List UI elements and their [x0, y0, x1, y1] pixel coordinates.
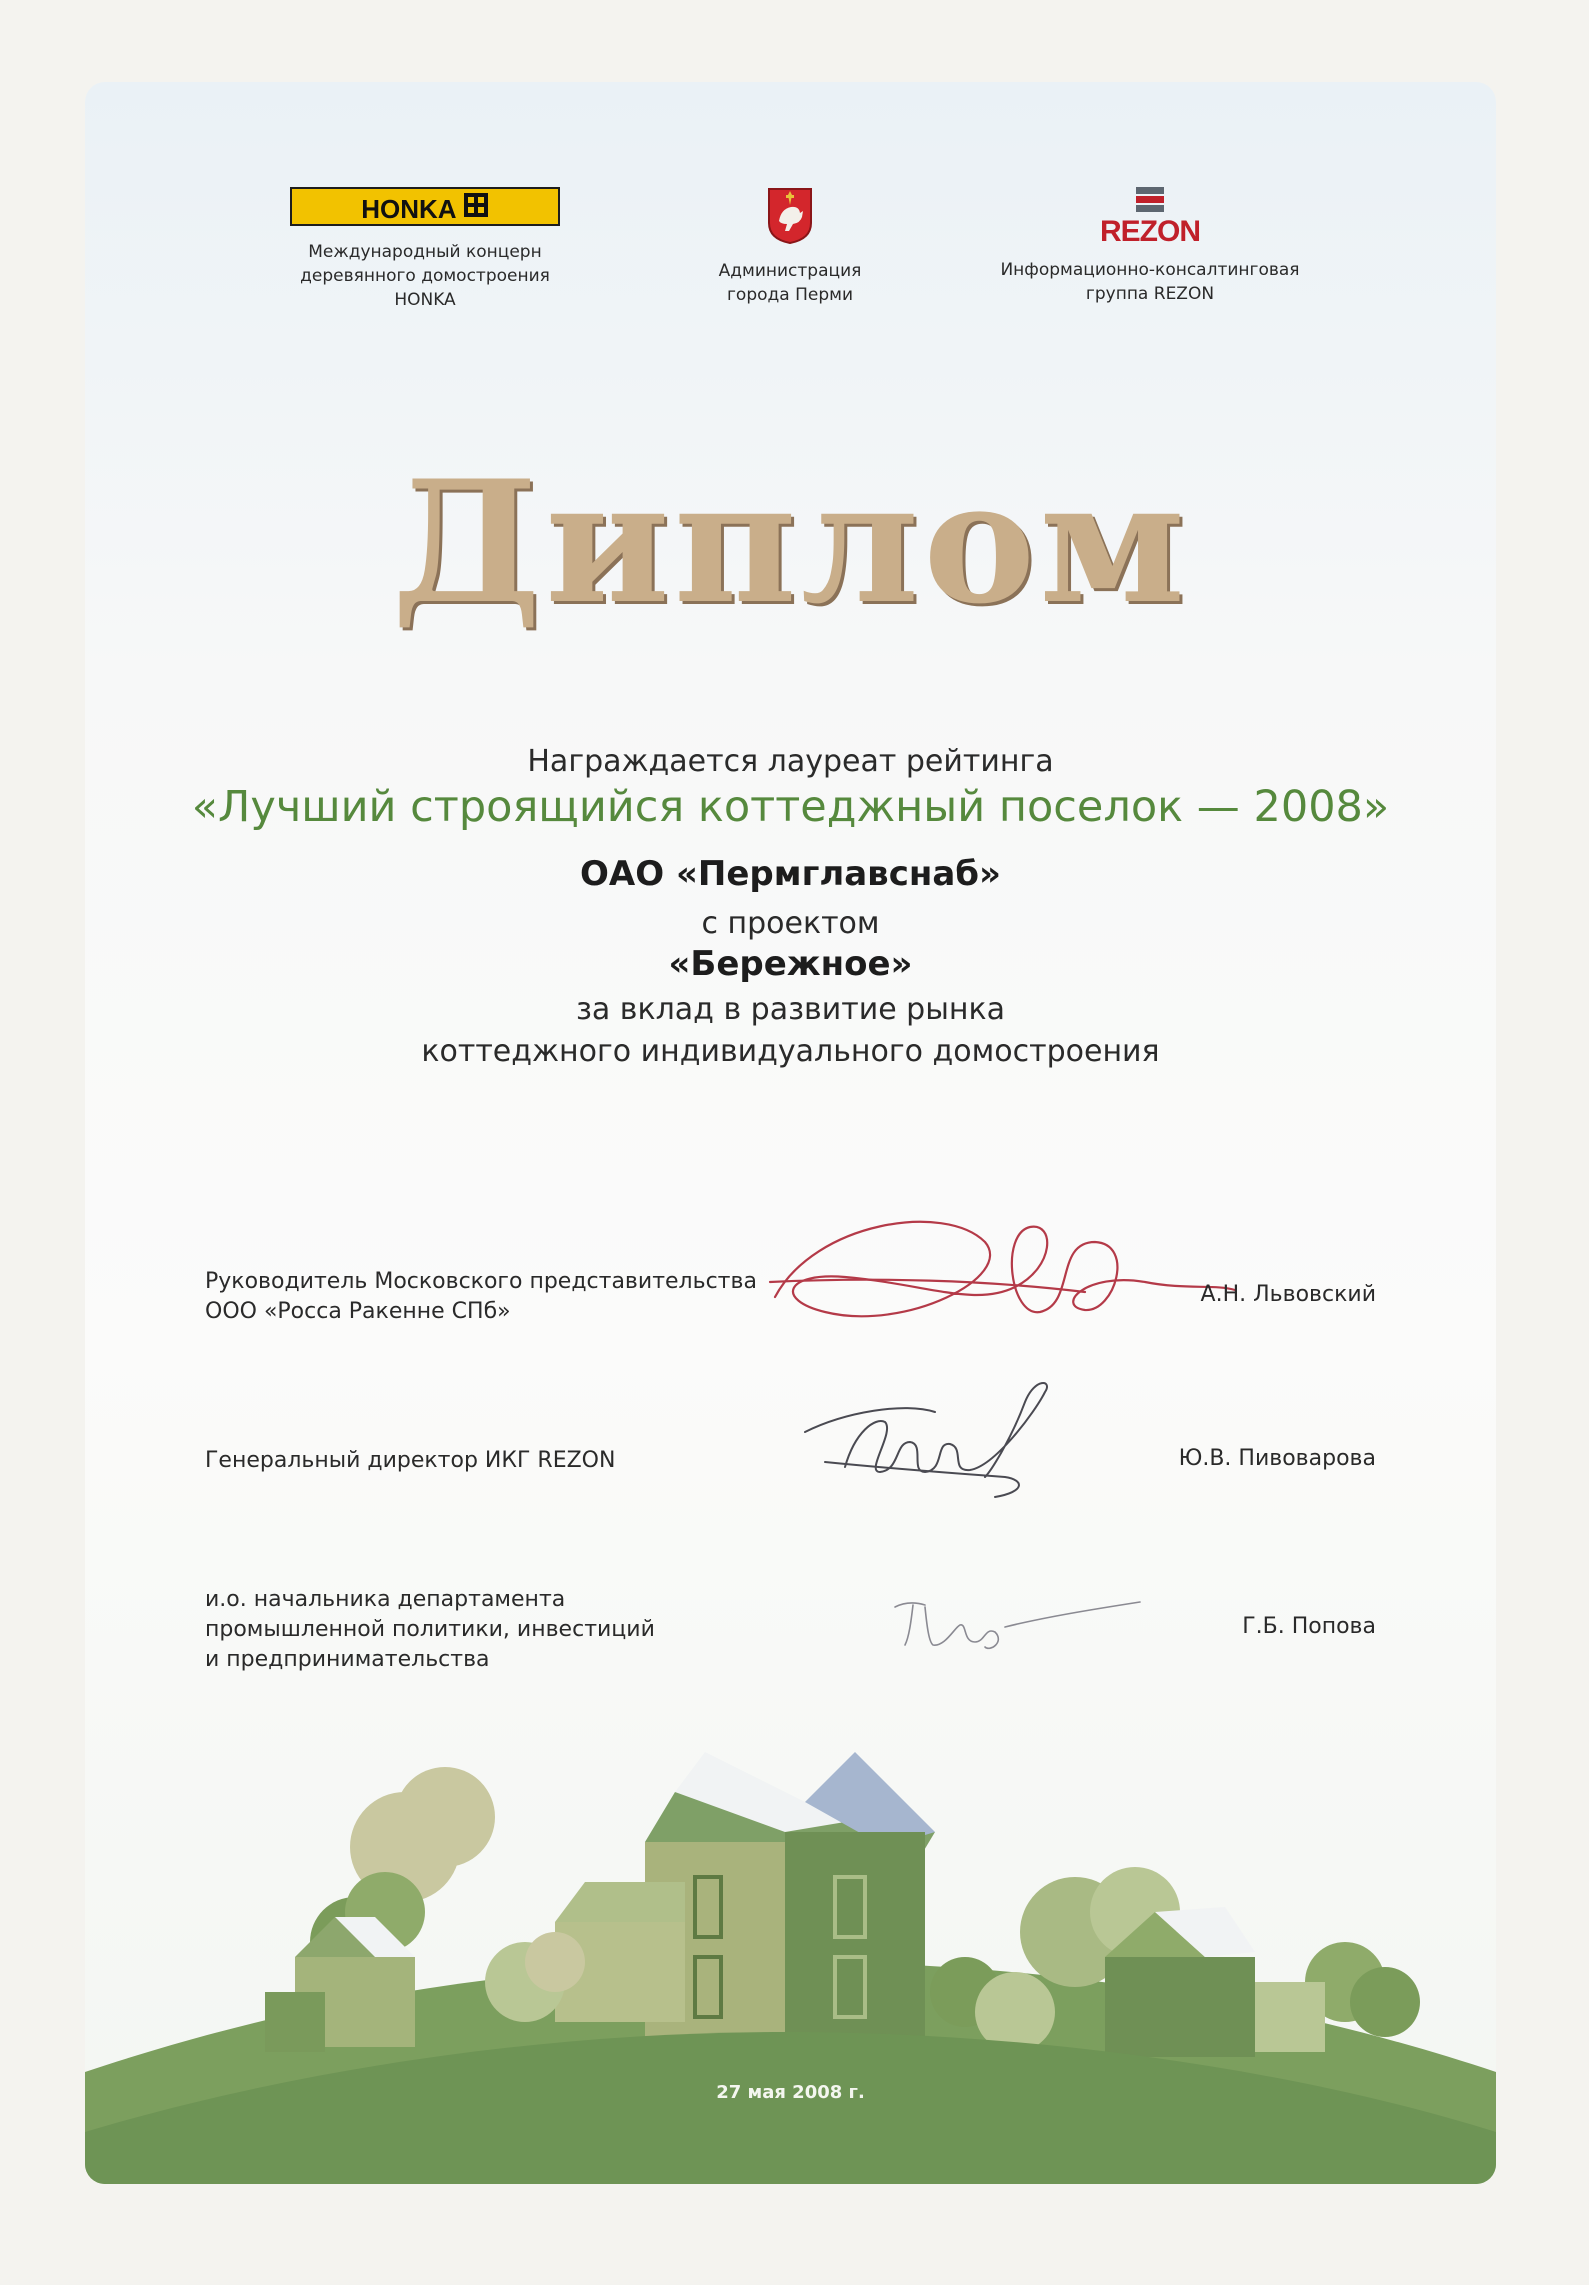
reason-line-1: за вклад в развитие рынка	[575, 992, 1006, 1027]
signatory-1-position	[205, 1267, 757, 1327]
signatory-1-position-line-1: Руководитель Московского представительства	[205, 1269, 757, 1294]
diploma-sheet	[85, 82, 1496, 2184]
sponsor-honka	[290, 187, 560, 312]
rezon-mark-icon	[1130, 187, 1170, 213]
signatory-2-position	[205, 1446, 615, 1476]
diploma-title: Диплом	[391, 443, 1190, 641]
signatory-3-name: Г.Б. Попова	[1242, 1614, 1376, 1639]
perm-coat-of-arms-icon	[767, 187, 813, 245]
sponsor-admin	[690, 187, 890, 307]
admin-caption-2: города Перми	[726, 285, 853, 305]
rezon-caption-1: Информационно-консалтинговая	[1000, 260, 1300, 280]
signature-1	[755, 1182, 1255, 1342]
reason-line-2: коттеджного индивидуального домостроения	[421, 1034, 1160, 1069]
award-line: Награждается лауреат рейтинга	[527, 744, 1054, 779]
diploma-date: 27 мая 2008 г.	[716, 2082, 865, 2103]
honka-logo: HONKA	[290, 187, 560, 226]
rezon-caption-2: группа REZON	[1085, 284, 1215, 304]
signatory-2-position-line-1: Генеральный директор ИКГ REZON	[205, 1448, 616, 1473]
rezon-logo	[980, 187, 1320, 248]
rating-name: «Лучший строящийся коттеджный поселок — 2008»	[191, 782, 1390, 832]
signature-3	[885, 1587, 1145, 1657]
signatory-1-position-line-2: ООО «Росса Ракенне СПб»	[205, 1299, 511, 1324]
signature-2	[785, 1372, 1085, 1512]
admin-caption-1: Администрация	[718, 261, 862, 281]
honka-mark-icon	[463, 192, 489, 218]
honka-caption-3: HONKA	[394, 290, 456, 310]
signatory-2-name: Ю.В. Пивоварова	[1178, 1446, 1376, 1471]
signatory-3-position-line-2: промышленной политики, инвестиций	[205, 1617, 655, 1642]
honka-caption-2: деревянного домостроения	[300, 266, 550, 286]
organization: ОАО «Пермглавснаб»	[580, 854, 1001, 894]
with-project: с проектом	[701, 906, 880, 941]
signatory-1-name: А.Н. Львовский	[1200, 1282, 1376, 1307]
signatory-3-position-line-1: и.о. начальника департамента	[205, 1587, 566, 1612]
cottage-village-illustration	[85, 1712, 1496, 2184]
signatory-3-position	[205, 1585, 655, 1675]
project-name: «Бережное»	[668, 944, 913, 984]
signatory-3-position-line-3: и предпринимательства	[205, 1647, 490, 1672]
sponsor-rezon	[980, 187, 1320, 306]
rezon-logo-text: REZON	[1100, 215, 1200, 248]
honka-caption-1: Международный концерн	[308, 242, 542, 262]
